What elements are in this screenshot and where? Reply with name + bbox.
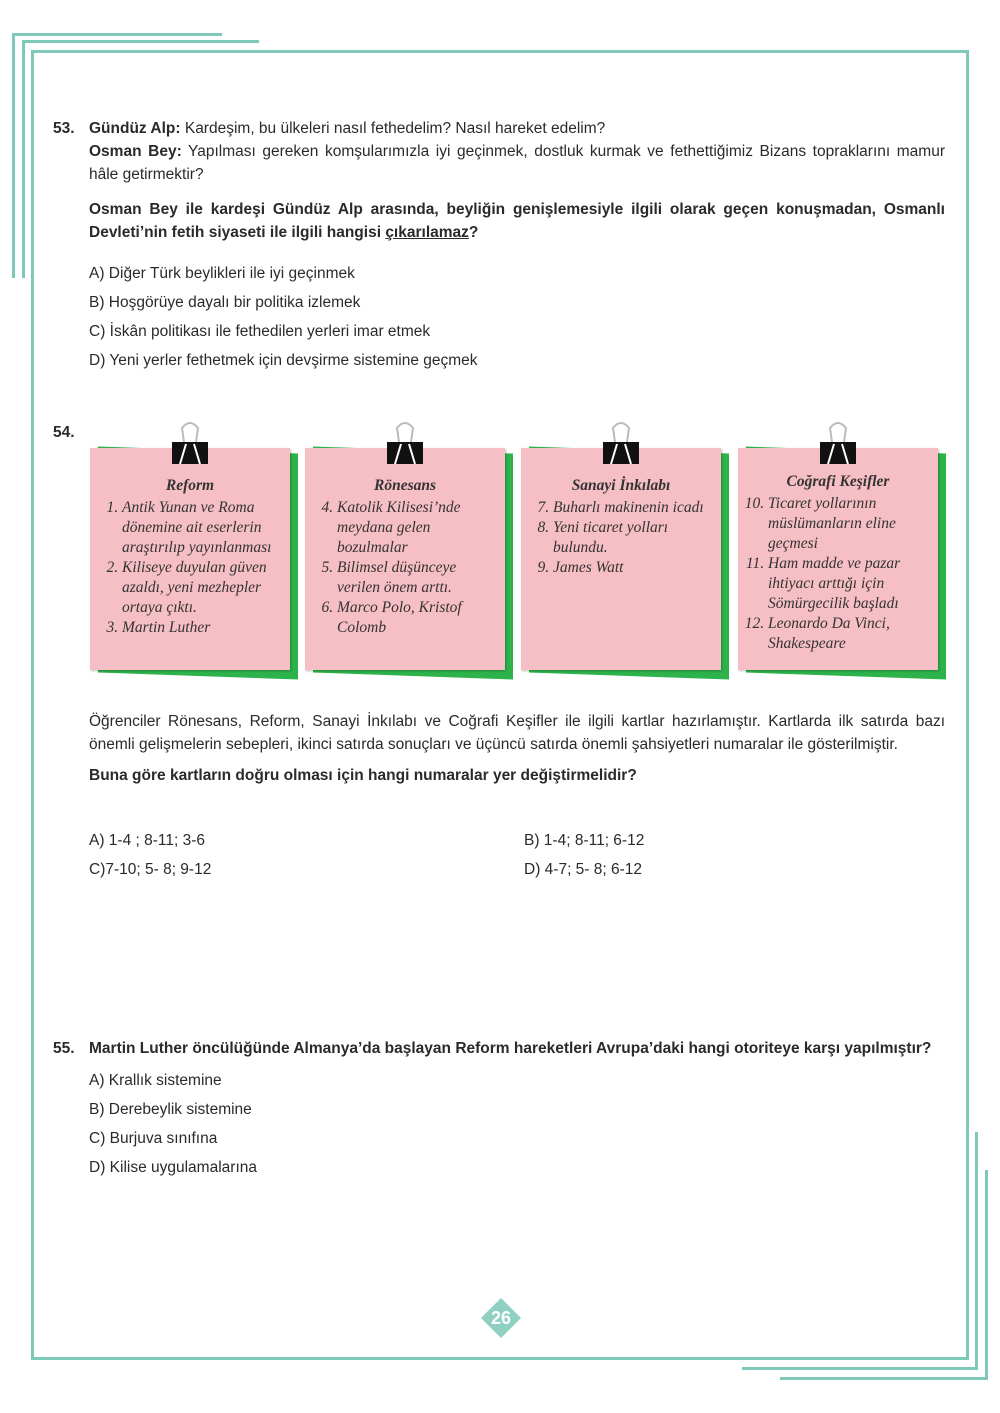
card-item: 8. Yeni ticaret yolları bulundu.	[553, 518, 715, 558]
card-item: 3. Martin Luther	[122, 618, 284, 638]
stem-text: Osman Bey ile kardeşi Gündüz Alp arasında, beyliğin genişlemesiyle ilgili olarak geçen konuşmadan, Osmanlı Devleti’nin fetih siyaseti ile ilgili hangisi	[89, 201, 945, 241]
question-number: 55.	[53, 1040, 75, 1057]
card-item: 7. Buharlı makinenin icadı	[553, 498, 715, 518]
option-b[interactable]: B) Derebeylik sistemine	[89, 1101, 252, 1118]
option-c[interactable]: C)7-10; 5- 8; 9-12	[89, 861, 212, 878]
card-list	[90, 498, 290, 638]
card-body	[305, 448, 505, 670]
option-a[interactable]: A) Diğer Türk beylikleri ile iyi geçinmek	[89, 265, 355, 282]
card-item: 5. Bilimsel düşünceye verilen önem arttı.	[337, 558, 499, 598]
option-a[interactable]: A) Krallık sistemine	[89, 1072, 222, 1089]
dialogue-line-2	[89, 140, 945, 186]
frame-border-bottom	[31, 1357, 969, 1360]
option-b[interactable]: B) Hoşgörüye dayalı bir politika izlemek	[89, 294, 361, 311]
card-item: 11. Ham madde ve pazar ihtiyacı arttığı için Sömürgecilik başladı	[768, 554, 932, 614]
frame-right-outer	[985, 1170, 988, 1378]
frame-border	[31, 50, 969, 53]
card-item: 1. Antik Yunan ve Roma dönemine ait eserlerin araştırılıp yayınlanması	[122, 498, 284, 558]
option-b[interactable]: B) 1-4; 8-11; 6-12	[524, 832, 645, 849]
card-body	[90, 448, 290, 670]
card-body	[521, 448, 721, 670]
card-title: Sanayi İnkılabı	[571, 477, 671, 494]
speaker-name: Osman Bey:	[89, 143, 182, 160]
dialogue-line-1	[89, 117, 945, 140]
card-list	[521, 498, 721, 578]
frame-left-outer	[12, 33, 15, 278]
card-sanayi-inkilabi	[521, 420, 731, 682]
question-55	[53, 1037, 945, 1182]
binder-clip-icon	[385, 420, 425, 464]
option-d[interactable]: D) 4-7; 5- 8; 6-12	[524, 861, 643, 878]
question-54-options	[53, 826, 945, 886]
card-body	[738, 448, 938, 670]
card-reform	[90, 420, 300, 682]
question-stem: Martin Luther öncülüğünde Almanya’da başlayan Reform hareketleri Avrupa’daki hangi otoriteye karşı yapılmıştır?	[89, 1040, 932, 1057]
frame-top-mid	[22, 40, 259, 43]
binder-clip-icon	[818, 420, 858, 464]
card-title: Coğrafi Keşifler	[786, 473, 890, 490]
card-item: 6. Marco Polo, Kristof Colomb	[337, 598, 499, 638]
card-item: 12. Leonardo Da Vinci, Shakespeare	[768, 614, 932, 654]
speaker-name: Gündüz Alp:	[89, 120, 181, 137]
binder-clip-icon	[170, 420, 210, 464]
question-54-text	[53, 710, 945, 787]
frame-border-right	[966, 50, 969, 1360]
stem-keyword: çıkarılamaz	[385, 224, 469, 241]
page-number: 26	[490, 1308, 512, 1328]
dialogue	[89, 117, 945, 186]
option-c[interactable]: C) İskân politikası ile fethedilen yerleri imar etmek	[89, 323, 431, 340]
question-stem: Buna göre kartların doğru olması için hangi numaralar yer değiştirmelidir?	[89, 767, 637, 784]
card-title: Rönesans	[373, 477, 437, 494]
option-d[interactable]: D) Kilise uygulamalarına	[89, 1159, 257, 1176]
stem-text: ?	[468, 224, 479, 241]
question-53	[53, 117, 945, 375]
card-list	[738, 494, 938, 654]
frame-right-mid	[975, 1132, 978, 1369]
question-stem	[89, 198, 945, 244]
card-title: Reform	[165, 477, 215, 494]
frame-border-left	[31, 50, 34, 1360]
option-c[interactable]: C) Burjuva sınıfına	[89, 1130, 218, 1147]
option-d[interactable]: D) Yeni yerler fethetmek için devşirme sistemine geçmek	[89, 352, 478, 369]
question-description: Öğrenciler Rönesans, Reform, Sanayi İnkılabı ve Coğrafi Keşifler ile ilgili kartlar hazırlamıştır. Kartlarda ilk satırda bazı önemli gelişmelerin sebepleri, ikinci satırda sonuçları ve üçüncü satırda önemli şahsiyetleri numaralar ile gösterilmiştir.	[89, 713, 945, 753]
speech-text: Yapılması gereken komşularımızla iyi geçinmek, dostluk kurmak ve fethettiğimiz Bizans topraklarını mamur hâle getirmektir?	[89, 143, 945, 183]
speech-text: Kardeşim, bu ülkeleri nasıl fethedelim? Nasıl hareket edelim?	[180, 120, 606, 137]
card-item: 10. Ticaret yollarının müslümanların eline geçmesi	[768, 494, 932, 554]
card-item: 9. James Watt	[553, 558, 715, 578]
card-item: 4. Katolik Kilisesi’nde meydana gelen bozulmalar	[337, 498, 499, 558]
page-number-badge	[481, 1298, 521, 1338]
card-item: 2. Kiliseye duyulan güven azaldı, yeni mezhepler ortaya çıktı.	[122, 558, 284, 618]
frame-left-mid	[22, 40, 25, 278]
card-ronesans	[305, 420, 515, 682]
frame-bottom-outer	[780, 1377, 988, 1380]
frame-bottom-mid	[742, 1367, 978, 1370]
card-list	[305, 498, 505, 638]
card-cografi-kesifler	[738, 420, 948, 682]
option-a[interactable]: A) 1-4 ; 8-11; 3-6	[89, 832, 206, 849]
question-number: 54.	[53, 424, 75, 441]
frame-top-outer	[12, 33, 222, 36]
question-number: 53.	[53, 120, 75, 137]
binder-clip-icon	[601, 420, 641, 464]
